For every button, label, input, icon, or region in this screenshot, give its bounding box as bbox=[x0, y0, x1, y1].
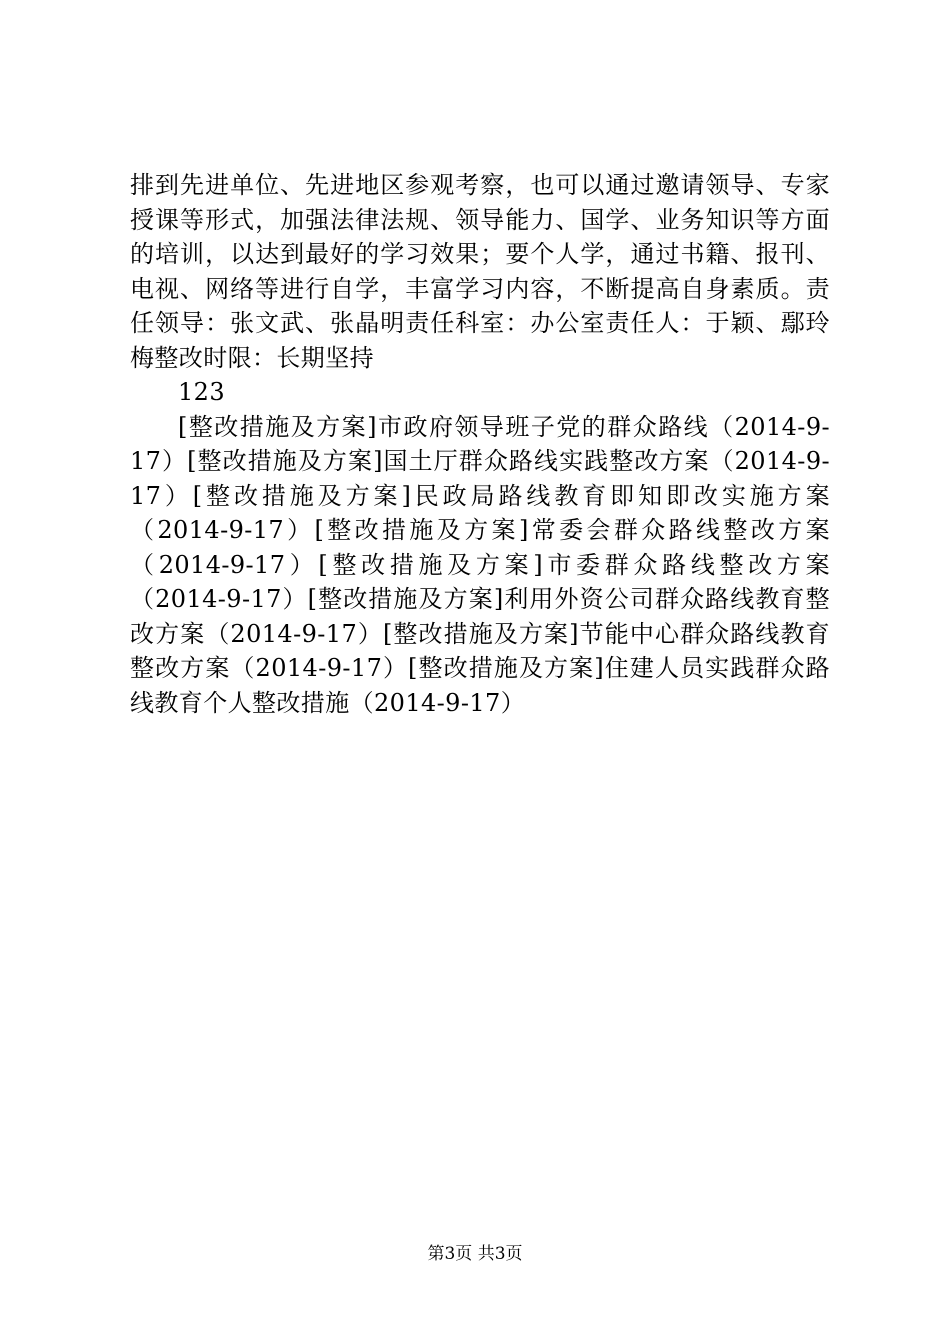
paragraph-related-links: [整改措施及方案]市政府领导班子党的群众路线（2014-9-17）[整改措施及方案]国土厅群众路线实践整改方案（2014-9-17）[整改措施及方案]民政局路线教育即知即改实施方案（2014-9-17）[整改措施及方案]常委会群众路线整改方案（2014-9-17）[整改措施及方案]市委群众路线整改方案（2014-9-17）[整改措施及方案]利用外资公司群众路线教育整改方案（2014-9-17）[整改措施及方案]节能中心群众路线教育整改方案（2014-9-17）[整改措施及方案]住建人员实践群众路线教育个人整改措施（2014-9-17） bbox=[130, 412, 830, 717]
document-body bbox=[130, 168, 830, 720]
paragraph-number: 123 bbox=[178, 378, 226, 406]
paragraph-training: 排到先进单位、先进地区参观考察，也可以通过邀请领导、专家授课等形式，加强法律法规、领导能力、国学、业务知识等方面的培训，以达到最好的学习效果；要个人学，通过书籍、报刊、电视、网络等进行自学，丰富学习内容，不断提高自身素质。责任领导：张文武、张晶明责任科室：办公室责任人：于颖、鄢玲梅整改时限：长期坚持 bbox=[130, 171, 830, 372]
page-footer: 第3页 共3页 bbox=[427, 1244, 523, 1264]
